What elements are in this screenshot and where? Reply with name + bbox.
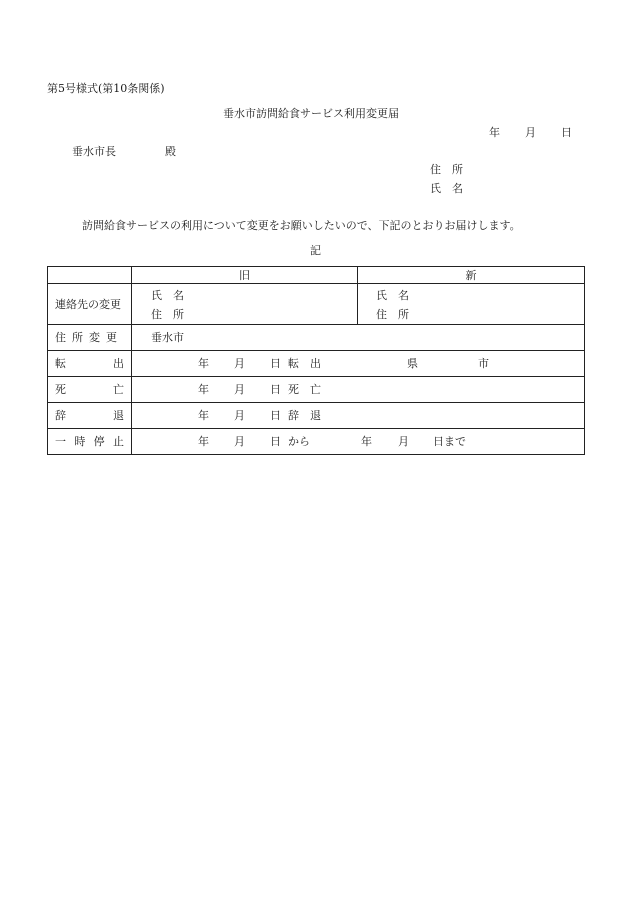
date-year: 年 (489, 126, 500, 139)
death-month: 月 (234, 383, 245, 396)
withdrawal-month: 月 (234, 409, 245, 422)
suspension-until: 日まで (433, 435, 466, 448)
move-out-day: 日 (270, 357, 281, 370)
move-out-label (48, 351, 132, 377)
addressee-name: 垂水市長 (72, 145, 116, 158)
move-out-tail: 転 出 (288, 357, 321, 370)
contact-old-address-label: 住 所 (151, 308, 184, 321)
header-old: 旧 (132, 267, 358, 284)
suspension-label-char-4: 止 (112, 435, 124, 448)
death-day: 日 (270, 383, 281, 396)
move-out-month: 月 (234, 357, 245, 370)
body-text: 訪問給食サービスの利用について変更をお願いしたいので、下記のとおりお届けします。 (82, 219, 521, 232)
withdrawal-label-char-2: 退 (113, 409, 124, 422)
withdrawal-day: 日 (270, 409, 281, 422)
applicant-name-label: 氏 名 (430, 182, 463, 195)
withdrawal-year: 年 (198, 409, 209, 422)
suspension-month: 月 (234, 435, 245, 448)
form-title: 垂水市訪問給食サービス利用変更届 (223, 107, 399, 120)
death-year: 年 (198, 383, 209, 396)
suspension-label (48, 429, 132, 455)
withdrawal-label-char-1: 辞 (55, 409, 66, 422)
ki-mark: 記 (310, 244, 321, 257)
move-out-cell (132, 351, 585, 377)
change-table (47, 266, 585, 455)
suspension-year-2: 年 (361, 435, 372, 448)
withdrawal-label (48, 403, 132, 429)
death-label-char-2: 亡 (113, 383, 124, 396)
date-month: 月 (525, 126, 536, 139)
suspension-label-char-3: 停 (93, 435, 105, 448)
applicant-address-label: 住 所 (430, 163, 463, 176)
suspension-cell (132, 429, 585, 455)
move-out-prefecture: 県 (407, 357, 418, 370)
move-out-label-char-1: 転 (55, 357, 66, 370)
contact-change-label: 連絡先の変更 (48, 284, 132, 325)
address-change-value: 垂水市 (132, 325, 585, 351)
contact-new-name-label: 氏 名 (376, 289, 409, 302)
suspension-day: 日 (270, 435, 281, 448)
contact-old-name-label: 氏 名 (151, 289, 184, 302)
suspension-year: 年 (198, 435, 209, 448)
move-out-year: 年 (198, 357, 209, 370)
contact-old-cell (132, 284, 358, 325)
addressee-honorific: 殿 (165, 145, 176, 158)
form-number: 第5号様式(第10条関係) (47, 82, 165, 95)
death-tail: 死 亡 (288, 383, 321, 396)
death-label (48, 377, 132, 403)
date-day: 日 (561, 126, 572, 139)
header-blank (48, 267, 132, 284)
withdrawal-cell (132, 403, 585, 429)
move-out-label-char-2: 出 (113, 357, 124, 370)
death-cell (132, 377, 585, 403)
suspension-from: から (288, 435, 310, 448)
withdrawal-tail: 辞 退 (288, 409, 321, 422)
death-label-char-1: 死 (55, 383, 66, 396)
header-new: 新 (358, 267, 585, 284)
move-out-city: 市 (478, 357, 489, 370)
suspension-label-char-2: 時 (74, 435, 86, 448)
contact-new-address-label: 住 所 (376, 308, 409, 321)
address-change-label: 住所変更 (48, 325, 132, 351)
contact-new-cell (358, 284, 585, 325)
suspension-month-2: 月 (398, 435, 409, 448)
suspension-label-char-1: 一 (55, 435, 66, 448)
